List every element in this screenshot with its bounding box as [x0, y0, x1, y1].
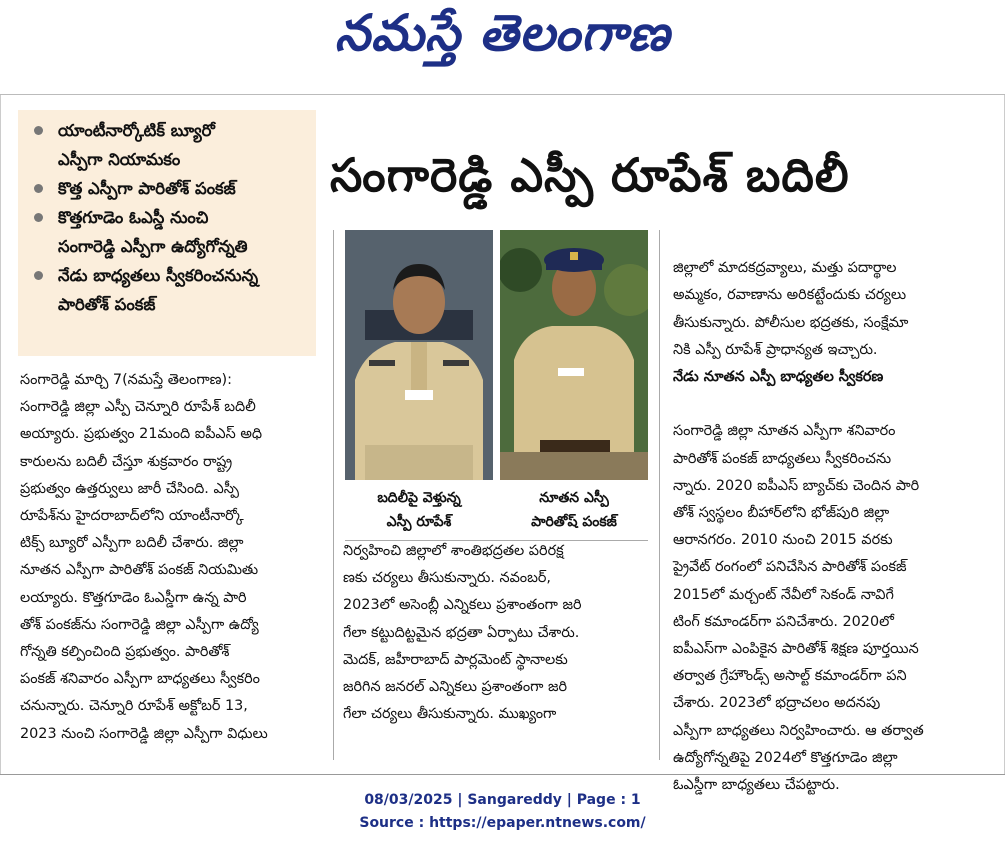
bottom-rule — [0, 774, 1005, 775]
officer-portrait-icon — [500, 230, 648, 480]
highlight-item — [32, 261, 308, 290]
masthead — [0, 0, 1005, 82]
masthead-title: నమస్తే తెలంగాణ — [334, 4, 671, 62]
photo-caption-new — [500, 486, 648, 534]
article-column-1: సంగారెడ్డి మార్చి 7(నమస్తే తెలంగాణ): సంగారెడ్డి జిల్లా ఎస్పీ చెన్నూరి రూపేశ్ బదిలీ అయ్యారు. ప్రభుత్వం 21మంది ఐపీఎస్ అధి కారులను బదిలీ చేస్తూ శుక్రవారం రాష్ట్ర ప్రభుత్వం ఉత్తర్వులు జారీ చేసింది. ఎస్పీ రూపేశ్‌ను హైదరాబాద్‌లోని యాంటీనార్కో టిక్స్ బ్యూరో ఎస్పీగా బదిలీ చేశారు. జిల్లా నూతన ఎస్పీగా పారితోశ్ పంకజ్ నియమితు లయ్యారు. కొత్తగూడెం ఓఎస్డీగా ఉన్న పారి తోశ్ పంకజ్‌ను సంగారెడ్డి జిల్లా ఎస్పీగా ఉద్యో గోన్నతి కల్పించింది ప్రభుత్వం. పారితోశ్ పంకజ్ శనివారం ఎస్పీగా బాధ్యతలు స్వీకరిం చనున్నారు. చెన్నూరి రూపేశ్ అక్టోబర్ 13, 2023 నుంచి సంగారెడ్డి జిల్లా ఎస్పీగా విధులు — [20, 372, 268, 742]
column-divider — [333, 230, 334, 760]
frame-left — [0, 95, 1, 775]
photo-caption-outgoing — [345, 486, 493, 534]
highlights-box — [18, 110, 316, 356]
photo-new-sp — [500, 230, 648, 480]
column-divider — [659, 230, 660, 760]
caption-line: నూతన ఎస్పీ — [539, 490, 609, 506]
photo-outgoing-sp — [345, 230, 493, 480]
highlight-item — [32, 116, 308, 145]
highlight-item — [32, 232, 308, 261]
highlight-text: నేడు బాధ్యతలు స్వీకరించనున్న — [58, 266, 259, 285]
caption-line: ఎస్పీ రూపేశ్ — [386, 514, 452, 530]
article-column-3 — [673, 228, 993, 794]
article-column-2: నిర్వహించి జిల్లాలో శాంతిభద్రతల పరిరక్ష ణకు చర్యలు తీసుకున్నారు. నవంబర్, 2023లో అసెంబ్లీ ఎన్నికలు ప్రశాంతంగా జరి గేలా కట్టుదిట్టమైన భద్రతా ఏర్పాటు చేశారు. మెదక్, జహీరాబాద్ పార్లమెంట్ స్థానాలకు జరిగిన జనరల్ ఎన్నికలు ప్రశాంతంగా జరి గేలా చర్యలు తీసుకున్నారు. ముఖ్యంగా — [343, 543, 582, 723]
highlight-text: కొత్త ఎస్పీగా పారితోశ్ పంకజ్ — [58, 179, 236, 198]
highlight-text: పారితోశ్ పంకజ్ — [58, 295, 156, 314]
highlight-text: కొత్తగూడెం ఓఎస్డీ నుంచి — [58, 208, 209, 227]
highlight-item — [32, 145, 308, 174]
bullet-icon — [34, 213, 43, 222]
highlight-item — [32, 174, 308, 203]
bullet-icon — [34, 184, 43, 193]
footer-source: Source : https://epaper.ntnews.com/ — [359, 815, 646, 831]
officer-portrait-icon — [345, 230, 493, 480]
footer-dateline: 08/03/2025 | Sangareddy | Page : 1 — [364, 792, 641, 808]
article-text: జిల్లాలో మాదకద్రవ్యాలు, మత్తు పదార్థాల అమ్మకం, రవాణాను అరికట్టేందుకు చర్యలు తీసుకున్నారు. పోలీసుల భద్రతకు, సంక్షేమా నికి ఎస్పీ రూపేశ్ ప్రాధాన్యత ఇచ్చారు. — [673, 260, 909, 358]
highlight-item — [32, 290, 308, 319]
bullet-icon — [34, 271, 43, 280]
top-rule — [0, 94, 1005, 95]
bullet-icon — [34, 126, 43, 135]
caption-line: పారితోష్ పంకజ్ — [531, 514, 617, 530]
article-text: సంగారెడ్డి జిల్లా నూతన ఎస్పీగా శనివారం పారితోశ్ పంకజ్ బాధ్యతలు స్వీకరించను న్నారు. 2020 ఐపీఎస్ బ్యాచ్‌కు చెందిన పారి తోశ్ స్వస్థలం బీహార్‌లోని భోజ్‌పురి జిల్లా ఆరానగరం. 2010 నుంచి 2015 వరకు ప్రైవేట్ రంగంలో పనిచేసిన పారితోశ్ పంకజ్ 2015లో మర్చంట్ నేవీలో సెకండ్ నావిగే టింగ్ కమాండర్‌గా పనిచేశారు. 2020లో ఐపీఎస్‌గా ఎంపికైన పారితోశ్ శిక్షణ పూర్తయిన తర్వాత గ్రేహౌండ్స్ అసాల్ట్ కమాండర్‌గా పని చేశారు. 2023లో భద్రాచలం అదనపు ఎస్పీగా బాధ్యతలు నిర్వహించారు. ఆ తర్వాత ఉద్యోగోన్నతిపై 2024లో కొత్తగూడెం జిల్లా ఓఎస్డీగా బాధ్యతలు చేపట్టారు. — [673, 423, 924, 794]
headline: సంగారెడ్డి ఎస్పీ రూపేశ్ బదిలీ — [330, 148, 850, 202]
highlight-text: ఎస్పీగా నియామకం — [58, 150, 181, 169]
caption-line: బదిలీపై వెళ్తున్న — [377, 490, 461, 506]
article-subheading: నేడు నూతన ఎస్పీ బాధ్యతల స్వీకరణ — [673, 369, 884, 386]
highlight-item — [32, 203, 308, 232]
highlight-text: యాంటీనార్కోటిక్ బ్యూరో — [58, 121, 215, 140]
highlight-text: సంగారెడ్డి ఎస్పీగా ఉద్యోగోన్నతి — [58, 237, 248, 256]
